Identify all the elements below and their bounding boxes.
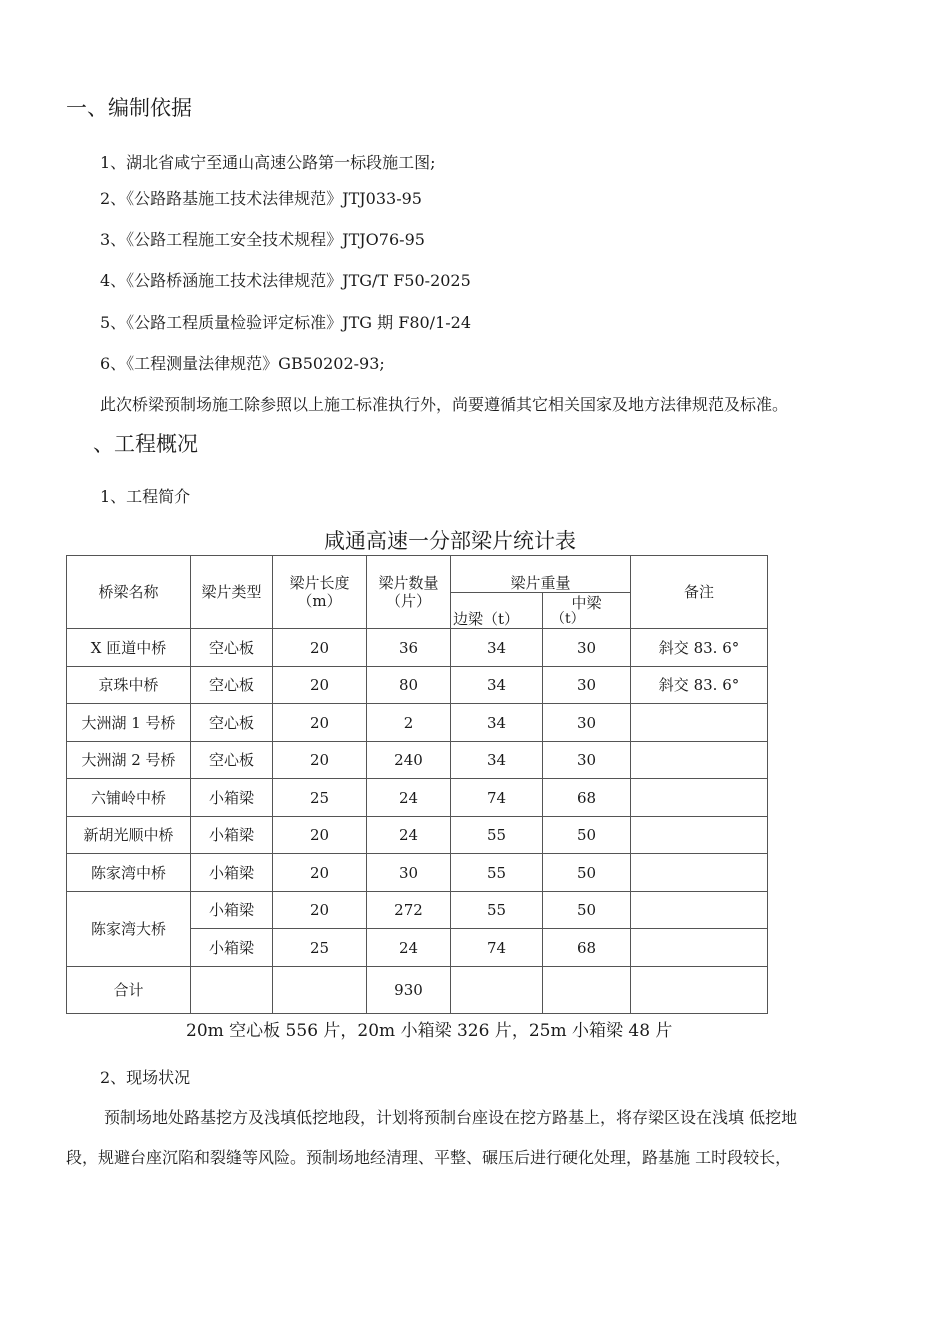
cell-mid: 30: [543, 667, 631, 704]
header-count-unit: （片）: [385, 592, 431, 610]
cell-edge: 34: [451, 629, 543, 667]
table-row: [67, 629, 768, 667]
table-total-row: [67, 967, 768, 1014]
cell-length: 20: [273, 742, 367, 779]
total-empty-cell: [191, 967, 273, 1014]
cell-length: 20: [273, 629, 367, 667]
cell-type: 空心板: [191, 704, 273, 742]
cell-remark: [631, 929, 768, 967]
table-title: 咸通高速一分部梁片统计表: [324, 529, 576, 553]
cell-mid: 30: [543, 704, 631, 742]
header-mid-label: 中梁: [571, 593, 602, 612]
header-mid-beam: [543, 593, 631, 629]
total-empty-cell: [451, 967, 543, 1014]
header-beam-type: 梁片类型: [191, 556, 273, 629]
header-count-label: 梁片数量: [378, 574, 439, 592]
cell-mid: 50: [543, 892, 631, 929]
header-beam-count: [367, 556, 451, 629]
cell-type: 小箱梁: [191, 854, 273, 892]
cell-count: 272: [367, 892, 451, 929]
total-label: 合计: [67, 967, 191, 1014]
beam-statistics-table: [66, 555, 768, 1014]
reference-item-1: 1、湖北省咸宁至通山高速公路第一标段施工图;: [100, 153, 436, 172]
reference-item-5: 5、《公路工程质量检验评定标准》JTG 期 F80/1-24: [100, 313, 472, 332]
header-length-unit: （m）: [297, 592, 342, 610]
cell-length: 25: [273, 779, 367, 817]
cell-type: 小箱梁: [191, 892, 273, 929]
cell-count: 24: [367, 779, 451, 817]
total-empty-cell: [273, 967, 367, 1014]
header-length-label: 梁片长度: [289, 574, 350, 592]
section2-heading: 、工程概况: [93, 432, 198, 456]
table-row: [67, 742, 768, 779]
cell-count: 24: [367, 817, 451, 854]
header-beam-weight: 梁片重量: [451, 556, 631, 593]
header-edge-beam: 边梁（t）: [451, 593, 543, 629]
cell-type: 小箱梁: [191, 929, 273, 967]
table-row: [67, 779, 768, 817]
section1-heading: 一、编制依据: [66, 96, 192, 120]
header-remark: 备注: [631, 556, 768, 629]
table-row: [67, 854, 768, 892]
cell-count: 2: [367, 704, 451, 742]
cell-bridge: X 匝道中桥: [67, 629, 191, 667]
cell-length: 20: [273, 817, 367, 854]
cell-count: 80: [367, 667, 451, 704]
table-row: [67, 892, 768, 929]
table-summary: 20m 空心板 556 片，20m 小箱梁 326 片，25m 小箱梁 48 片: [186, 1021, 673, 1041]
cell-count: 36: [367, 629, 451, 667]
cell-mid: 68: [543, 779, 631, 817]
cell-edge: 74: [451, 779, 543, 817]
cell-remark: [631, 704, 768, 742]
cell-remark: [631, 742, 768, 779]
cell-edge: 34: [451, 667, 543, 704]
cell-edge: 74: [451, 929, 543, 967]
cell-bridge: 京珠中桥: [67, 667, 191, 704]
cell-type: 空心板: [191, 629, 273, 667]
cell-length: 20: [273, 704, 367, 742]
total-empty-cell: [543, 967, 631, 1014]
total-empty-cell: [631, 967, 768, 1014]
cell-type: 空心板: [191, 742, 273, 779]
cell-type: 空心板: [191, 667, 273, 704]
reference-item-6: 6、《工程测量法律规范》GB50202-93;: [100, 354, 385, 373]
cell-bridge: 新胡光顺中桥: [67, 817, 191, 854]
subsection-site-status: 2、现场状况: [100, 1068, 191, 1087]
cell-bridge: 大洲湖 2 号桥: [67, 742, 191, 779]
cell-mid: 30: [543, 629, 631, 667]
reference-item-4: 4、《公路桥涵施工技术法律规范》JTG/T F50-2025: [100, 271, 471, 290]
table-row: [67, 667, 768, 704]
cell-remark: [631, 779, 768, 817]
cell-remark: 斜交 83. 6°: [631, 667, 768, 704]
reference-item-3: 3、《公路工程施工安全技术规程》JTJO76-95: [100, 230, 425, 249]
cell-edge: 34: [451, 704, 543, 742]
cell-length: 20: [273, 854, 367, 892]
cell-bridge: 六铺岭中桥: [67, 779, 191, 817]
cell-edge: 55: [451, 854, 543, 892]
cell-mid: 50: [543, 817, 631, 854]
cell-remark: [631, 892, 768, 929]
reference-item-2: 2、《公路路基施工技术法律规范》JTJ033-95: [100, 189, 422, 208]
cell-type: 小箱梁: [191, 817, 273, 854]
cell-count: 24: [367, 929, 451, 967]
cell-remark: 斜交 83. 6°: [631, 629, 768, 667]
header-beam-length: [273, 556, 367, 629]
cell-length: 25: [273, 929, 367, 967]
reference-note: 此次桥梁预制场施工除参照以上施工标准执行外，尚要遵循其它相关国家及地方法律规范及标准。: [100, 395, 789, 414]
cell-length: 20: [273, 892, 367, 929]
cell-mid: 68: [543, 929, 631, 967]
cell-length: 20: [273, 667, 367, 704]
cell-bridge: 陈家湾中桥: [67, 854, 191, 892]
site-status-para-line2: 段，规避台座沉陷和裂缝等风险。预制场地经清理、平整、碾压后进行硬化处理，路基施 工时段较长，: [66, 1148, 792, 1167]
cell-edge: 55: [451, 892, 543, 929]
cell-mid: 30: [543, 742, 631, 779]
cell-remark: [631, 817, 768, 854]
header-bridge-name: 桥梁名称: [67, 556, 191, 629]
cell-count: 240: [367, 742, 451, 779]
table-header-row: [67, 556, 768, 593]
cell-remark: [631, 854, 768, 892]
cell-mid: 50: [543, 854, 631, 892]
subsection-project-intro: 1、工程简介: [100, 487, 191, 506]
cell-edge: 34: [451, 742, 543, 779]
table-row: [67, 817, 768, 854]
total-count: 930: [367, 967, 451, 1014]
cell-bridge: 大洲湖 1 号桥: [67, 704, 191, 742]
cell-type: 小箱梁: [191, 779, 273, 817]
cell-edge: 55: [451, 817, 543, 854]
table-row: [67, 704, 768, 742]
cell-bridge: 陈家湾大桥: [67, 892, 191, 967]
cell-count: 30: [367, 854, 451, 892]
site-status-para-line1: 预制场地处路基挖方及浅填低挖地段，计划将预制台座设在挖方路基上，将存梁区设在浅填 低挖地: [104, 1108, 798, 1127]
header-mid-unit: （t）: [551, 610, 585, 627]
